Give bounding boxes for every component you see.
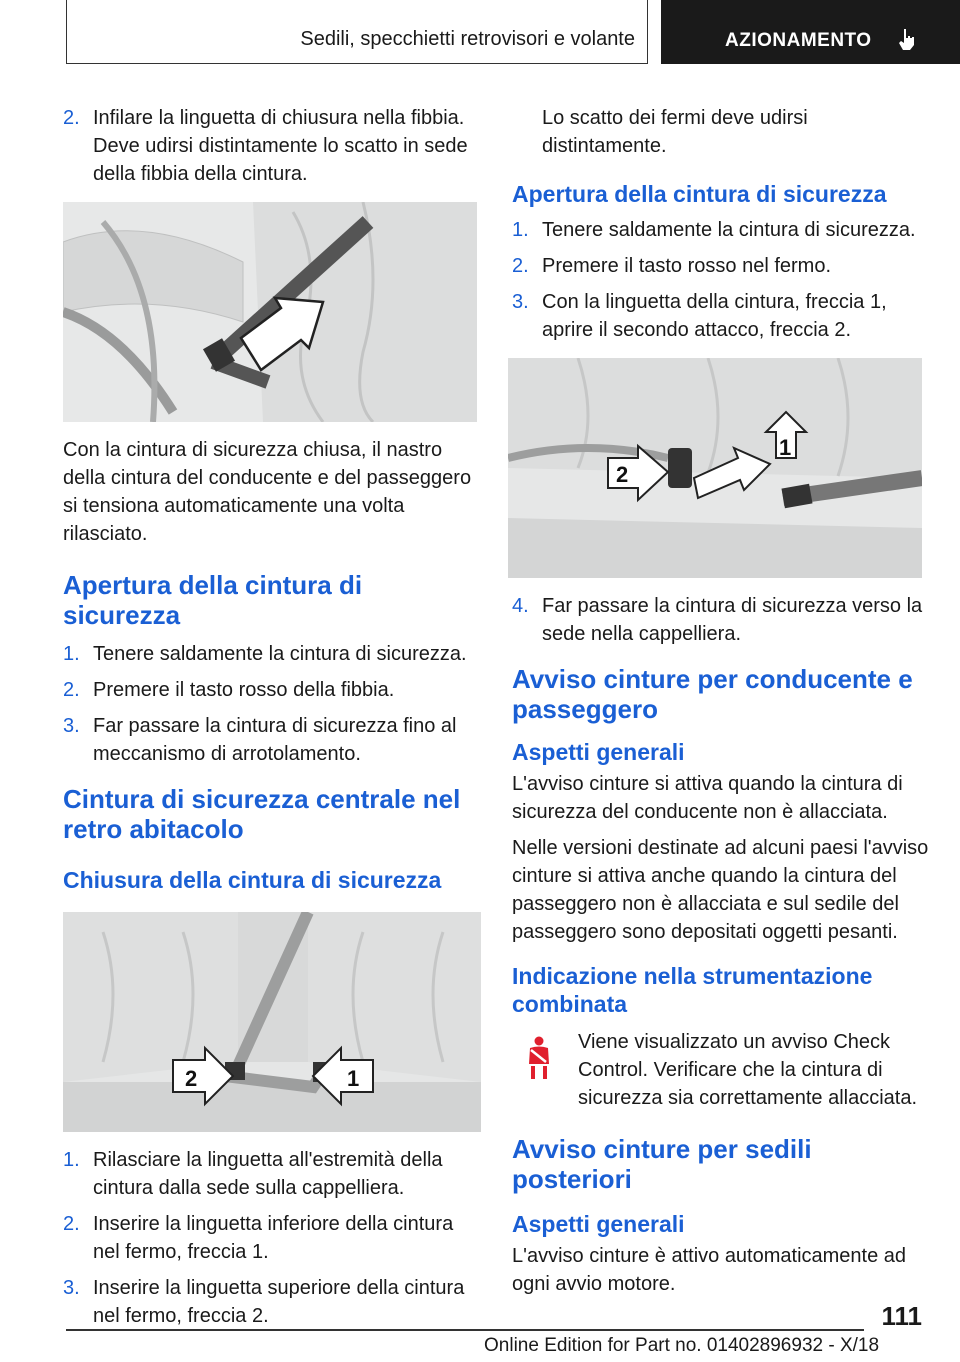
heading-general-2: Aspetti generali bbox=[512, 1211, 685, 1237]
heading-closing-belt: Chiusura della cintura di sicurezza bbox=[63, 867, 442, 893]
step-item bbox=[512, 592, 932, 648]
right-column bbox=[512, 104, 932, 1298]
step-number: 3. bbox=[63, 715, 80, 737]
step-text: Premere il tasto rosso nel fermo. bbox=[542, 255, 831, 277]
opening-steps-list bbox=[63, 640, 477, 768]
chapter-title: AZIONAMENTO bbox=[725, 30, 872, 51]
figure-center-belt-opening bbox=[508, 358, 922, 578]
step-item bbox=[63, 712, 477, 768]
step-number: 1. bbox=[63, 643, 80, 665]
step-item bbox=[63, 1274, 477, 1330]
step-item bbox=[63, 1210, 477, 1266]
figure-label-2: 2 bbox=[185, 1066, 198, 1091]
hand-pointer-icon bbox=[897, 27, 917, 51]
step-item bbox=[512, 216, 932, 244]
figure-label-1: 1 bbox=[779, 435, 792, 460]
left-column bbox=[63, 104, 477, 1338]
step-item bbox=[63, 676, 477, 704]
step-item bbox=[512, 252, 932, 280]
step-text: Far passare la cintura di sicurezza fino al meccanismo di arrotolamento. bbox=[93, 715, 457, 765]
step-number: 3. bbox=[512, 291, 529, 313]
step-text: Infilare la linguetta di chiusura nella fibbia. Deve udirsi distintamente lo scatto in sede della fibbia della cintura. bbox=[93, 107, 468, 185]
heading-opening-belt: Apertura della cintura di sicurezza bbox=[63, 570, 363, 630]
step-number: 2. bbox=[63, 1213, 80, 1235]
heading-opening-belt-rear: Apertura della cintura di sicurezza bbox=[512, 181, 887, 207]
footer-edition: Online Edition for Part no. 01402896932 - X/18 bbox=[484, 1335, 880, 1356]
header-section-box bbox=[66, 0, 648, 64]
step-text: Rilasciare la linguetta all'estremità della cintura dalla sede sulla cappelliera. bbox=[93, 1149, 443, 1199]
heading-warning-driver: Avviso cinture per conducente e passeggero bbox=[512, 664, 913, 724]
step-text: Tenere saldamente la cintura di sicurezza. bbox=[93, 643, 467, 665]
page-number: 111 bbox=[881, 1301, 922, 1331]
step-item bbox=[63, 640, 477, 668]
paragraph-belt-tension: Con la cintura di sicurezza chiusa, il nastro della cintura del conducente e del passeggero si tensiona automaticamente una volta rilasciato. bbox=[63, 439, 472, 545]
step-text: Premere il tasto rosso della fibbia. bbox=[93, 679, 395, 701]
closing-steps-list bbox=[63, 1146, 477, 1330]
step-text: Inserire la linguetta superiore della cintura nel fermo, freccia 2. bbox=[93, 1277, 465, 1327]
figure-front-seat-belt bbox=[63, 202, 477, 422]
heading-center-belt: Cintura di sicurezza centrale nel retro abitacolo bbox=[63, 784, 461, 844]
section-title: Sedili, specchietti retrovisori e volante bbox=[300, 28, 635, 50]
step-text: Far passare la cintura di sicurezza verso la sede nella cappelliera. bbox=[542, 595, 923, 645]
step-item bbox=[63, 104, 477, 188]
step-number: 4. bbox=[512, 595, 529, 617]
step-number: 2. bbox=[512, 255, 529, 277]
figure-label-2: 2 bbox=[616, 462, 629, 487]
footer-divider bbox=[66, 1329, 864, 1331]
indicator-block bbox=[512, 1028, 932, 1112]
indicator-text: Viene visualizzato un avviso Check Control. Verificare che la cintura di sicurezza sia correttamente allacciata. bbox=[578, 1031, 918, 1109]
step-number: 1. bbox=[512, 219, 529, 241]
paragraph-general-1b: Nelle versioni destinate ad alcuni paesi l'avviso cinture si attiva anche quando la cintura del passeggero non è allacciata e sul sedile del passeggero sono depositati oggetti pesanti. bbox=[512, 837, 929, 943]
step-text: Tenere saldamente la cintura di sicurezza. bbox=[542, 219, 916, 241]
step-4-list bbox=[512, 592, 932, 648]
step-number: 2. bbox=[63, 107, 80, 129]
figure-center-belt-closing bbox=[63, 912, 481, 1132]
heading-rear-warning: Avviso cinture per sedili posteriori bbox=[512, 1134, 812, 1194]
paragraph-general-1a: L'avviso cinture si attiva quando la cintura di sicurezza del conducente non è allacciata. bbox=[512, 773, 903, 823]
step-number: 1. bbox=[63, 1149, 80, 1171]
seatbelt-warning-icon bbox=[524, 1036, 554, 1080]
figure-label-1: 1 bbox=[347, 1066, 360, 1091]
step-text: Inserire la linguetta inferiore della cintura nel fermo, freccia 1. bbox=[93, 1213, 454, 1263]
paragraph-click-sound: Lo scatto dei fermi deve udirsi distintamente. bbox=[542, 107, 808, 157]
header-chapter-box bbox=[661, 0, 960, 64]
heading-indicator: Indicazione nella strumentazione combinata bbox=[512, 963, 873, 1017]
opening-steps-list-rear bbox=[512, 216, 932, 344]
step-item bbox=[512, 288, 932, 344]
step-text: Con la linguetta della cintura, freccia 1, aprire il secondo attacco, freccia 2. bbox=[542, 291, 887, 341]
step-number: 2. bbox=[63, 679, 80, 701]
step-item bbox=[63, 1146, 477, 1202]
heading-general-1: Aspetti generali bbox=[512, 739, 685, 765]
step-number: 3. bbox=[63, 1277, 80, 1299]
paragraph-general-2: L'avviso cinture è attivo automaticamente ad ogni avvio motore. bbox=[512, 1245, 907, 1295]
